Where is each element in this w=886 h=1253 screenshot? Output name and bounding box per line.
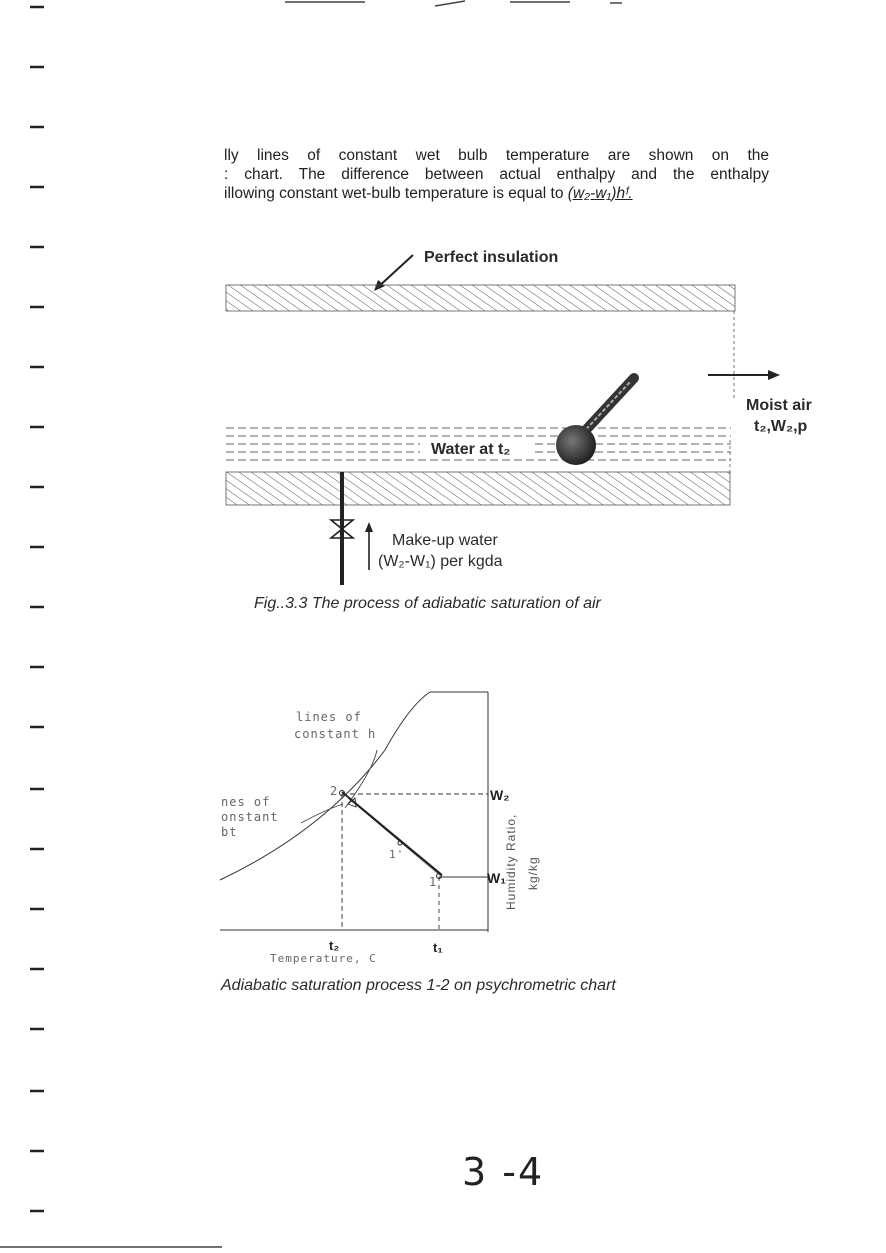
t1-label: t₁	[433, 940, 443, 955]
makeup-label-line1: Make-up water	[392, 532, 498, 549]
y-axis-label: Humidity Ratio,	[504, 813, 518, 910]
water-label: Water at t₂	[431, 441, 511, 458]
lines-const-wbt-label-2: onstant	[221, 810, 279, 824]
insulation-label: Perfect insulation	[424, 249, 559, 266]
insulation-arrow	[377, 255, 413, 288]
makeup-label-line2: (W₂-W₁) per kgda	[378, 553, 503, 570]
binder-marks	[0, 0, 60, 1253]
enthalpy-formula: (w₂-w₁)hᶠ.	[567, 185, 633, 202]
top-insulated-wall	[226, 285, 735, 311]
point-1-label: 1	[429, 875, 438, 889]
moist-air-props: t₂,W₂,p	[754, 418, 808, 435]
point-2-label: 2	[330, 784, 339, 798]
lines-const-h-label-2: constant h	[294, 727, 377, 741]
point-1prime-label: 1'	[389, 848, 405, 861]
figure2-caption: Adiabatic saturation process 1-2 on psychrometric chart	[221, 977, 616, 994]
lines-const-wbt-label-3: bt	[221, 825, 238, 839]
w2-label: W₂	[490, 787, 510, 803]
paragraph-line-2: : chart. The difference between actual enthalpy and the enthalpy	[224, 166, 769, 183]
process-line-2-1	[342, 792, 442, 875]
lines-const-h-label-1: lines of	[296, 710, 362, 724]
figure1-number: Fig..3.3	[254, 595, 308, 612]
intro-paragraph	[224, 146, 769, 203]
thermometer-bulb	[556, 425, 596, 465]
figure1-apparatus	[200, 240, 820, 590]
paragraph-line-1: lly lines of constant wet bulb temperature are shown on the	[224, 147, 769, 164]
figure1-caption	[254, 595, 601, 613]
moist-air-label: Moist air	[746, 397, 812, 414]
scan-artifact-top	[270, 0, 630, 10]
w1-label: W₁	[487, 870, 507, 886]
constant-wbt-line	[301, 804, 343, 823]
paragraph-line-3-text: illowing constant wet-bulb temperature is equal to	[224, 185, 568, 202]
x-axis-label: Temperature, C	[270, 952, 377, 965]
t2-label: t₂	[329, 938, 340, 953]
scan-artifact-bottom	[0, 1244, 230, 1250]
page-number: 3 -4	[462, 1150, 545, 1194]
y-axis-unit: kg/kg	[526, 856, 540, 890]
lines-const-wbt-label-1: nes of	[221, 795, 271, 809]
bottom-insulated-wall	[226, 472, 730, 505]
paragraph-line-3	[224, 184, 769, 203]
figure1-caption-text: The process of adiabatic saturation of air	[311, 595, 601, 612]
